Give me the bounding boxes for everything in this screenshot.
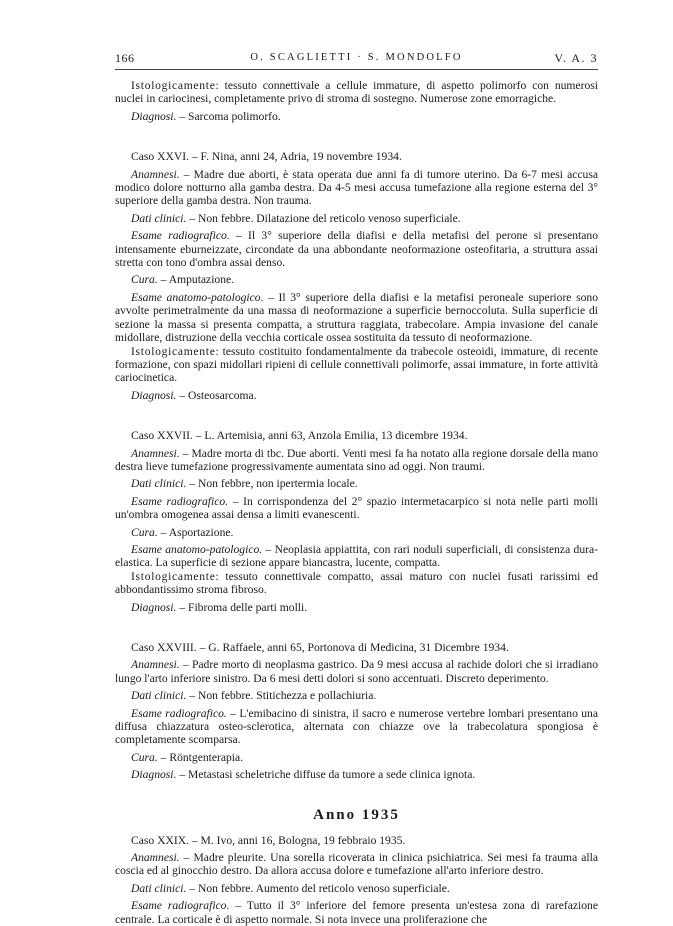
header-rule <box>115 69 598 70</box>
article-body <box>115 79 598 926</box>
caso28-esame-radiografico: Esame radiografico. – L'emibacino di sinistra, il sacro e numerose vertebre lombari presentano una diffusa chiazzatura osteo-sclerotica, alternata con chiazze ove la trabecolatura spongiosa è completamente scomparsa. <box>115 706 598 747</box>
caso29-esame-radiografico: Esame radiografico. – Tutto il 3° inferiore del femore presenta un'estesa zona di rarefazione centrale. La corticale è di aspetto normale. Si nota invece una proliferazione che <box>115 899 598 926</box>
caso26-anamnesi: Anamnesi. – Madre due aborti, è stata operata due anni fa di tumore uterino. Da 6-7 mesi accusa modico dolore notturno alla gamba destra. Da 4-5 mesi accusa tumefazione alla regione esterna del 3° superiore della gamba destra. Non trauma. <box>115 167 598 208</box>
caso28-diagnosi: Diagnosi. – Metastasi scheletriche diffuse da tumore a sede clinica ignota. <box>131 768 476 782</box>
caso27-istologia: Istologicamente: tessuto connettivale compatto, assai maturo con nuclei fusati rarissimi ed abbondantissimo stroma fibroso. <box>115 569 598 597</box>
running-title: O. SCAGLIETTI · S. MONDOLFO <box>250 52 463 63</box>
caso28-cura: Cura. – Röntgenterapia. <box>131 750 244 764</box>
caso28-dati-clinici: Dati clinici. – Non febbre. Stitichezza e pollachiuria. <box>131 689 377 703</box>
caso26-istologia: Istologicamente: tessuto costituito fondamentalmente da trabecole osteoidi, immature, di recente formazione, con spazi midollari ripieni di cellule connettivali polimorfe, assai immature, in forte attività cariocinetica. <box>115 344 598 385</box>
caso29-dati-clinici: Dati clinici. – Non febbre. Aumento del reticolo venoso superficiale. <box>131 881 450 895</box>
year-heading: Anno 1935 <box>313 806 400 823</box>
caso29-anamnesi: Anamnesi. – Madre pleurite. Una sorella ricoverata in clinica psichiatrica. Sei mesi fa trauma alla coscia ed al ginocchio destro. Da allora accusa dolore e tumefazione all'arto inferiore destro. <box>115 851 598 878</box>
page-number: 166 <box>115 51 135 65</box>
intro-diagnosi: Diagnosi. – Sarcoma polimorfo. <box>131 109 281 123</box>
caso27-cura: Cura. – Asportazione. <box>131 525 234 539</box>
caso26-title: Caso XXVI. – F. Nina, anni 24, Adria, 19 novembre 1934. <box>131 150 402 164</box>
caso26-esame-radiografico: Esame radiografico. – Il 3° superiore della diafisi e della metafisi del perone si presentano intensamente eburneizzate, circondate da una abbondante neoformazione osteofitaria, a struttura assai stretta con tono d'ombra assai denso. <box>115 229 598 270</box>
caso27-dati-clinici: Dati clinici. – Non febbre, non ipertermia locale. <box>131 477 358 491</box>
caso26-cura: Cura. – Amputazione. <box>131 273 235 287</box>
caso28-anamnesi: Anamnesi. – Padre morto di neoplasma gastrico. Da 9 mesi accusa al rachide dolori che si irradiano lungo l'arto inferiore sinistro. Da 6 mesi detti dolori si sono accentuati. Discreto deperimento. <box>115 658 598 685</box>
caso27-esame-radiografico: Esame radiografico. – In corrispondenza del 2° spazio intermetacarpico si nota nelle parti molli un'ombra omogenea assai densa a limiti evanescenti. <box>115 494 598 522</box>
caso26-dati-clinici: Dati clinici. – Non febbre. Dilatazione del reticolo venoso superficiale. <box>131 211 461 225</box>
caso26-diagnosi: Diagnosi. – Osteosarcoma. <box>131 388 257 402</box>
caso27-diagnosi: Diagnosi. – Fibroma delle parti molli. <box>131 600 308 614</box>
intro-istologia: Istologicamente: tessuto connettivale a cellule immature, di aspetto polimorfo con numerosi nuclei in cariocinesi, completamente privo di stroma di sostegno. Numerose zone emorragiche. <box>115 79 598 106</box>
caso28-title: Caso XXVIII. – G. Raffaele, anni 65, Portonova di Medicina, 31 Dicembre 1934. <box>131 641 509 654</box>
caso27-title: Caso XXVII. – L. Artemisia, anni 63, Anzola Emilia, 13 dicembre 1934. <box>131 429 468 443</box>
caso27-esame-anatomo: Esame anatomo-patologico. – Neoplasia appiattita, con rari noduli superficiali, di consistenza dura-elastica. La superficie di sezione appare biancastra, lucente, compatta. <box>115 542 598 570</box>
section-label: V. A. 3 <box>554 51 598 65</box>
caso27-anamnesi: Anamnesi. – Madre morta di tbc. Due aborti. Venti mesi fa ha notato alla regione dorsale della mano destra lieve tumefazione progressivamente aumentata sino ad oggi. Non traumi. <box>115 446 598 473</box>
caso29-title: Caso XXIX. – M. Ivo, anni 16, Bologna, 19 febbraio 1935. <box>131 833 406 847</box>
running-header <box>115 51 598 67</box>
caso26-esame-anatomo: Esame anatomo-patologico. – Il 3° superiore della diafisi e la metafisi peroneale superiore sono avvolte perimetralmente da una massa di neoformazione a superficie bernoccoluta. Sulla superficie di sezione la massa si presenta compatta, a struttura raggiata, trabecolare. Ampia invasione del canale midollare, distruzione della vecchia corticale ossea sostituita da tessuto di neoformazione. <box>115 290 598 345</box>
